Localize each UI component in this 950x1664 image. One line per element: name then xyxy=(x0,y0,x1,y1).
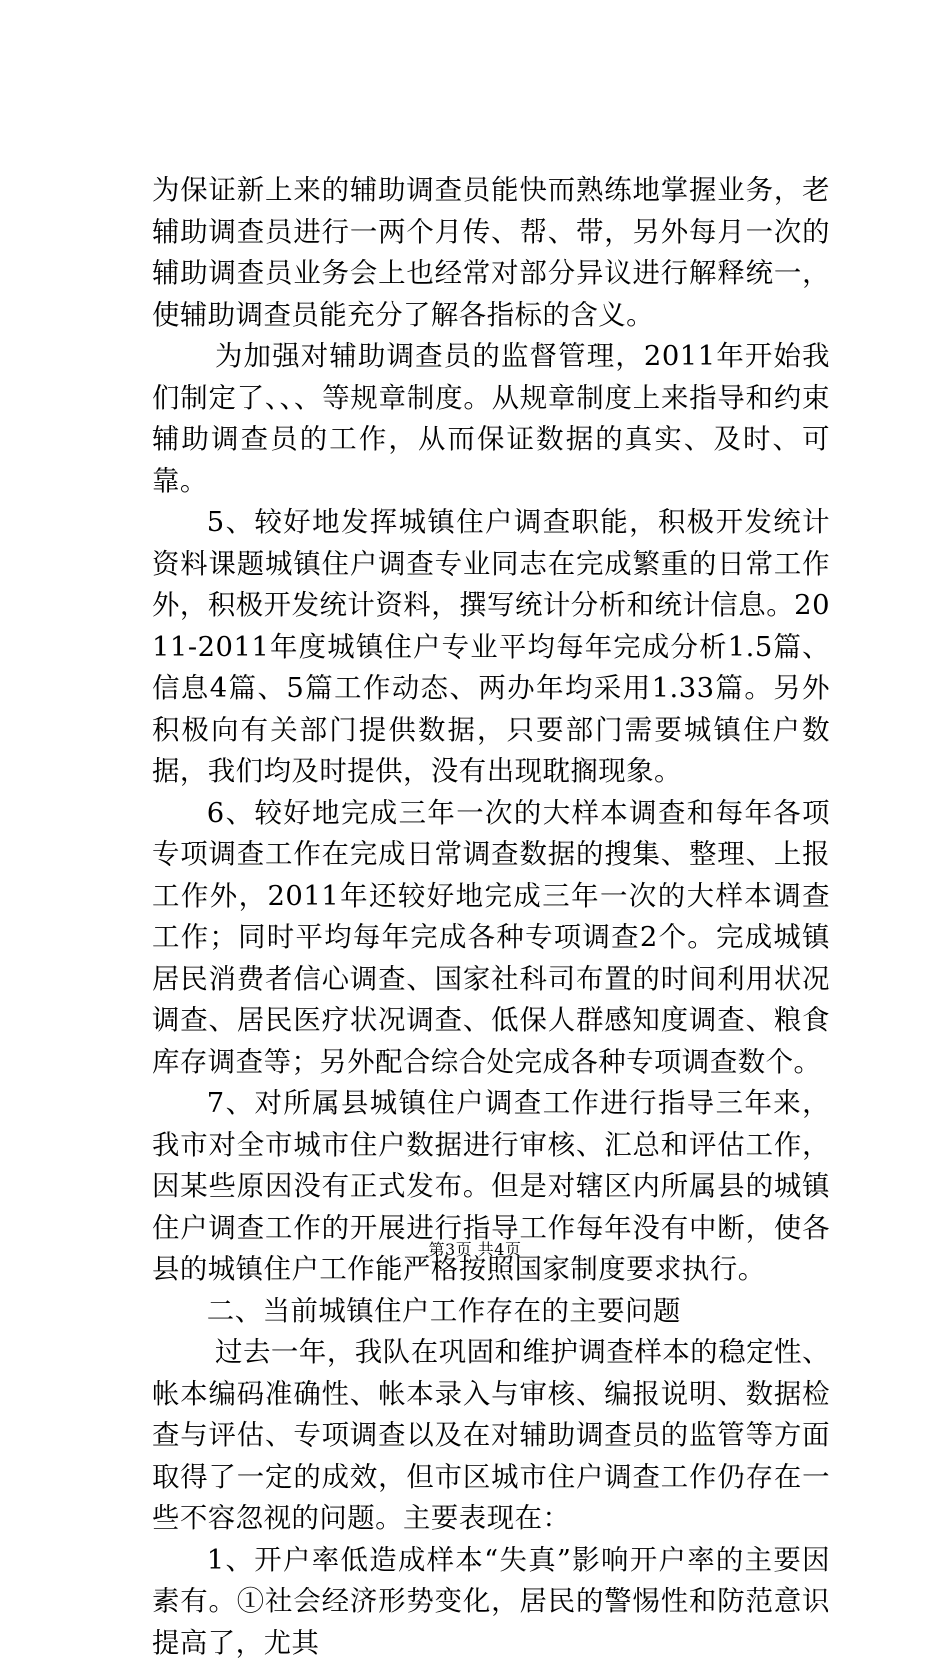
document-body xyxy=(152,170,830,1664)
section-heading: 二、当前城镇住户工作存在的主要问题 xyxy=(152,1291,830,1333)
paragraph-3: 5、较好地发挥城镇住户调查职能，积极开发统计资料课题城镇住户调查专业同志在完成繁重的日常工作外，积极开发统计资料，撰写统计分析和统计信息。2011-2011年度城镇住户专业平均每年完成分析1.5篇、信息4篇、5篇工作动态、两办年均采用1.33篇。另外积极向有关部门提供数据，只要部门需要城镇住户数据，我们均及时提供，没有出现耽搁现象。 xyxy=(152,502,830,793)
page-footer xyxy=(0,1240,950,1260)
paragraph-5: 7、对所属县城镇住户调查工作进行指导三年来，我市对全市城市住户数据进行审核、汇总和评估工作，因某些原因没有正式发布。但是对辖区内所属县的城镇住户调查工作的开展进行指导工作每年没有中断，使各县的城镇住户工作能严格按照国家制度要求执行。 xyxy=(152,1083,830,1291)
page-number-label: 第3页 共4页 xyxy=(429,1240,522,1259)
paragraph-4: 6、较好地完成三年一次的大样本调查和每年各项专项调查工作在完成日常调查数据的搜集、整理、上报工作外，2011年还较好地完成三年一次的大样本调查工作；同时平均每年完成各种专项调查2个。完成城镇居民消费者信心调查、国家社科司布置的时间利用状况调查、居民医疗状况调查、低保人群感知度调查、粮食库存调查等；另外配合综合处完成各种专项调查数个。 xyxy=(152,793,830,1084)
paragraph-7: 1、开户率低造成样本“失真”影响开户率的主要因素有。①社会经济形势变化，居民的警惕性和防范意识提高了，尤其 xyxy=(152,1540,830,1664)
paragraph-1: 为保证新上来的辅助调查员能快而熟练地掌握业务，老辅助调查员进行一两个月传、帮、带，另外每月一次的辅助调查员业务会上也经常对部分异议进行解释统一，使辅助调查员能充分了解各指标的含义。 xyxy=(152,170,830,336)
paragraph-6: 过去一年，我队在巩固和维护调查样本的稳定性、帐本编码准确性、帐本录入与审核、编报说明、数据检查与评估、专项调查以及在对辅助调查员的监管等方面取得了一定的成效，但市区城市住户调查工作仍存在一些不容忽视的问题。主要表现在： xyxy=(152,1332,830,1540)
paragraph-2: 为加强对辅助调查员的监督管理，2011年开始我们制定了、、、等规章制度。从规章制度上来指导和约束辅助调查员的工作，从而保证数据的真实、及时、可靠。 xyxy=(152,336,830,502)
